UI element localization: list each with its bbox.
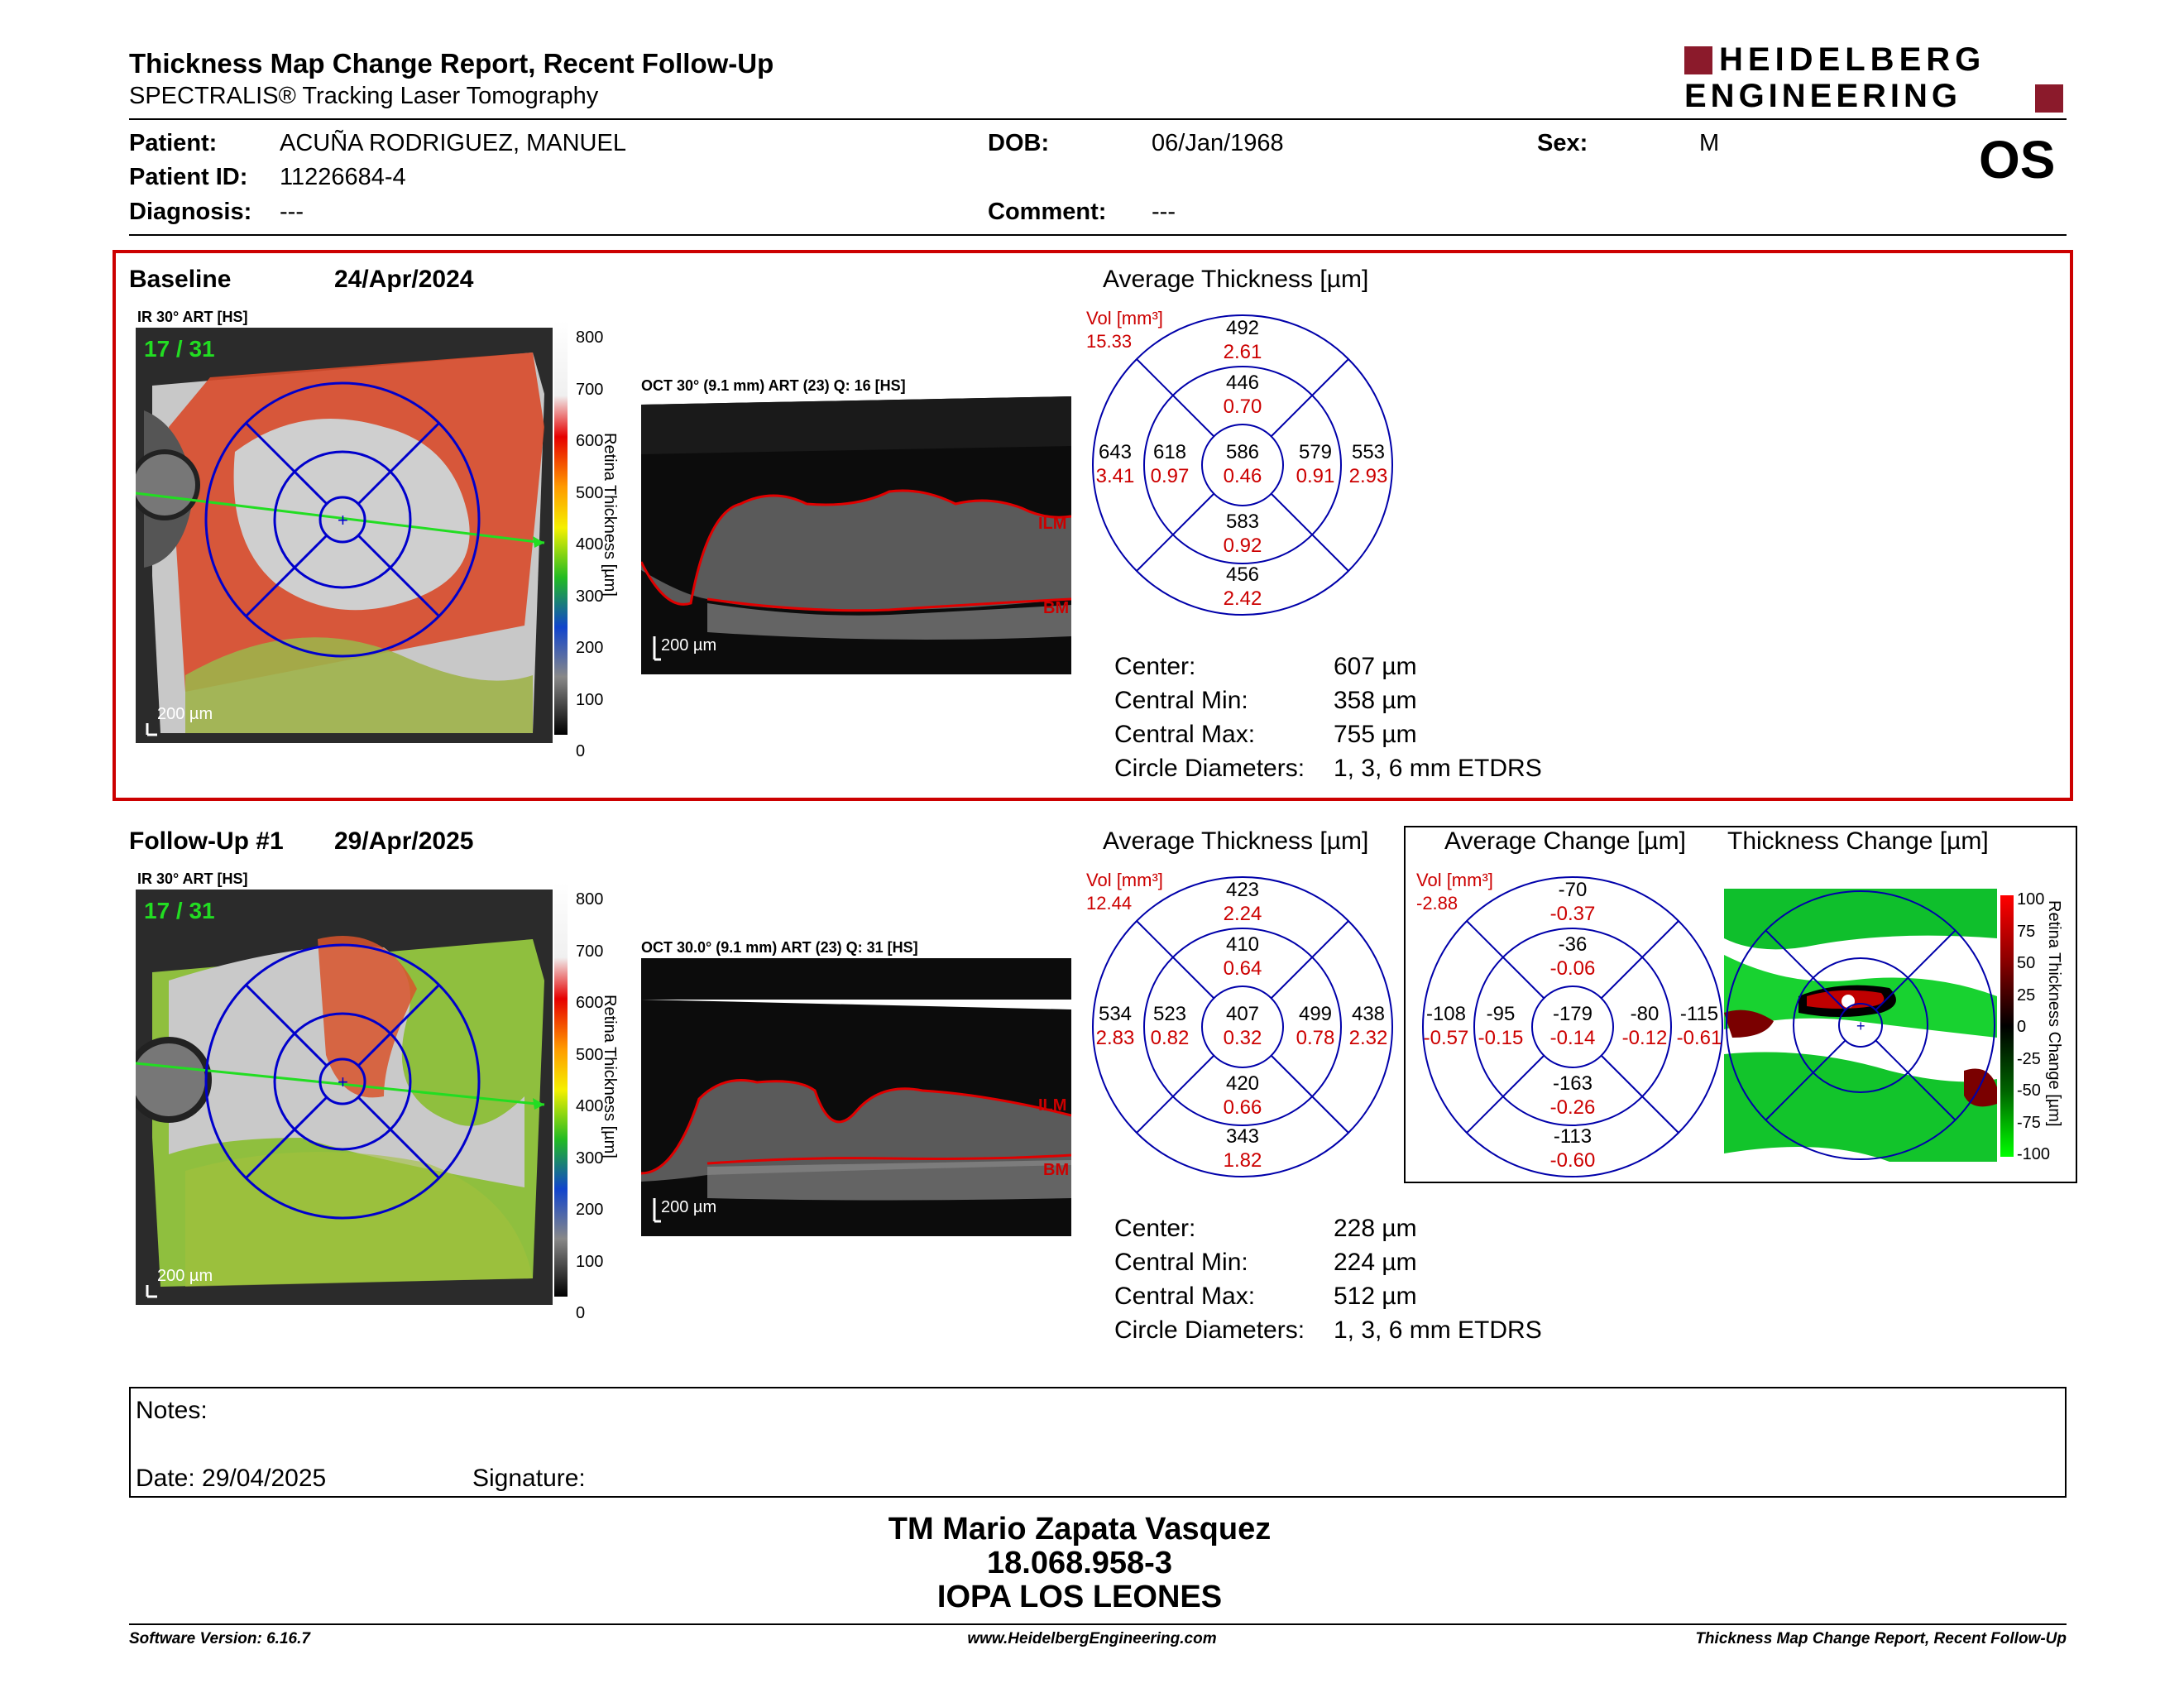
followup-oct-bscan bbox=[641, 958, 1071, 1236]
followup-etdrs-grid bbox=[1090, 875, 1395, 1179]
stat-label: Circle Diameters: bbox=[1114, 1316, 1305, 1344]
tick: 600 bbox=[576, 994, 604, 1012]
header-rule bbox=[129, 118, 2067, 120]
footer-url[interactable]: www.HeidelbergEngineering.com bbox=[967, 1630, 1217, 1647]
followup-stats bbox=[1114, 1211, 1305, 1347]
tick: 600 bbox=[576, 432, 604, 450]
tick: 100 bbox=[2017, 890, 2045, 909]
notes-label: Notes: bbox=[136, 1397, 208, 1424]
patient-rule bbox=[129, 234, 2067, 236]
stat-value: 1, 3, 6 mm ETDRS bbox=[1334, 755, 1542, 782]
outer-tmp-volume: 2.83 bbox=[1095, 1027, 1135, 1049]
tick: 100 bbox=[576, 690, 604, 709]
inner-inf-vol-change: -0.26 bbox=[1549, 1096, 1596, 1119]
baseline-date: 24/Apr/2024 bbox=[334, 266, 474, 293]
inner-tmp-volume: 0.82 bbox=[1150, 1027, 1190, 1049]
outer-tmp-change: -108 bbox=[1425, 1003, 1467, 1025]
followup-vol-total: 12.44 bbox=[1086, 893, 1133, 914]
svg-text:+: + bbox=[338, 510, 348, 530]
footer-report-name: Thickness Map Change Report, Recent Follow-Up bbox=[1695, 1630, 2067, 1647]
stat-label: Center: bbox=[1114, 1215, 1196, 1242]
inner-inf-volume: 0.92 bbox=[1223, 535, 1262, 557]
eye-label: OS bbox=[1979, 130, 2056, 189]
signer-name: TM Mario Zapata Vasquez bbox=[888, 1512, 1272, 1547]
baseline-avg-title: Average Thickness [µm] bbox=[1103, 266, 1369, 293]
followup-colorbar bbox=[553, 879, 627, 1322]
stat-label: Central Min: bbox=[1114, 1249, 1248, 1276]
outer-nas-volume: 2.32 bbox=[1348, 1027, 1388, 1049]
svg-text:ILM: ILM bbox=[1038, 1096, 1067, 1115]
outer-nas-thickness: 438 bbox=[1351, 1003, 1386, 1025]
baseline-label: Baseline bbox=[129, 266, 232, 293]
map-title: Thickness Change [µm] bbox=[1727, 827, 1989, 855]
change-vol-label: Vol [mm³] bbox=[1416, 870, 1493, 890]
svg-text:BM: BM bbox=[1043, 1161, 1070, 1179]
tick: 0 bbox=[576, 1304, 586, 1322]
notes-box bbox=[129, 1387, 2067, 1498]
logo-square-icon bbox=[2035, 84, 2063, 113]
outer-inf-vol-change: -0.60 bbox=[1549, 1149, 1596, 1172]
stat-value: 755 µm bbox=[1334, 721, 1417, 748]
colorbar-title: Retina Thickness [µm] bbox=[601, 995, 619, 1158]
change-colorbar bbox=[2000, 889, 2067, 1170]
change-colorbar-title: Retina Thickness Change [µm] bbox=[2045, 900, 2063, 1127]
inner-nas-vol-change: -0.12 bbox=[1621, 1027, 1668, 1049]
logo-line2: ENGINEERING bbox=[1684, 78, 1962, 114]
colorbar-gradient bbox=[554, 321, 568, 735]
baseline-ir-label: IR 30° ART [HS] bbox=[137, 309, 248, 325]
tick: -100 bbox=[2017, 1145, 2051, 1163]
outer-inf-change: -113 bbox=[1553, 1125, 1592, 1148]
inner-sup-thickness: 446 bbox=[1225, 372, 1260, 394]
baseline-stats bbox=[1114, 650, 1305, 785]
report-subtitle: SPECTRALIS® Tracking Laser Tomography bbox=[129, 83, 599, 109]
outer-nas-volume: 2.93 bbox=[1348, 465, 1388, 487]
tick: 75 bbox=[2017, 922, 2036, 941]
outer-tmp-thickness: 643 bbox=[1098, 441, 1133, 463]
baseline-oct-bscan bbox=[641, 396, 1071, 674]
logo-line1: HEIDELBERG bbox=[1719, 41, 1986, 78]
footer-rule bbox=[129, 1623, 2067, 1625]
stat-label: Center: bbox=[1114, 653, 1196, 680]
inner-nas-thickness: 579 bbox=[1298, 441, 1333, 463]
baseline-stats-values bbox=[1334, 650, 1542, 785]
inner-tmp-volume: 0.97 bbox=[1150, 465, 1190, 487]
sex-value: M bbox=[1699, 130, 1720, 156]
baseline-vol-total: 15.33 bbox=[1086, 331, 1133, 352]
inner-inf-thickness: 583 bbox=[1225, 511, 1260, 533]
followup-frame-counter: 17 / 31 bbox=[144, 898, 215, 923]
diagnosis-value: --- bbox=[280, 199, 304, 225]
followup-oct-label: OCT 30.0° (9.1 mm) ART (23) Q: 31 [HS] bbox=[641, 939, 918, 956]
followup-oct-scale: 200 µm bbox=[661, 1198, 717, 1216]
tick: 400 bbox=[576, 1097, 604, 1115]
stat-value: 512 µm bbox=[1334, 1283, 1417, 1310]
outer-inf-volume: 1.82 bbox=[1223, 1149, 1262, 1172]
followup-label: Follow-Up #1 bbox=[129, 827, 284, 855]
tick: 25 bbox=[2017, 985, 2036, 1005]
outer-sup-change: -70 bbox=[1558, 879, 1588, 901]
inner-tmp-vol-change: -0.15 bbox=[1478, 1027, 1524, 1049]
signer-org: IOPA LOS LEONES bbox=[936, 1580, 1223, 1614]
heidelberg-logo bbox=[1684, 41, 2067, 116]
stat-label: Central Min: bbox=[1114, 687, 1248, 714]
tick: 700 bbox=[576, 380, 604, 399]
colorbar-gradient bbox=[554, 883, 568, 1297]
outer-sup-vol-change: -0.37 bbox=[1549, 903, 1596, 925]
center-thickness: 407 bbox=[1225, 1003, 1260, 1025]
svg-text:+: + bbox=[338, 1072, 348, 1092]
inner-inf-change: -163 bbox=[1552, 1072, 1593, 1095]
tick: 200 bbox=[576, 1201, 604, 1219]
patient-name: ACUÑA RODRIGUEZ, MANUEL bbox=[280, 130, 626, 156]
colorbar-title: Retina Thickness [µm] bbox=[601, 433, 619, 597]
inner-tmp-thickness: 523 bbox=[1152, 1003, 1187, 1025]
notes-date: Date: 29/04/2025 bbox=[136, 1465, 327, 1492]
software-version: Software Version: 6.16.7 bbox=[129, 1630, 310, 1647]
tick: 300 bbox=[576, 587, 604, 606]
tick: 200 bbox=[576, 639, 604, 657]
followup-fundus-map bbox=[136, 890, 553, 1305]
baseline-etdrs-grid bbox=[1090, 313, 1395, 617]
comment-label: Comment: bbox=[988, 199, 1107, 225]
baseline-oct-label: OCT 30° (9.1 mm) ART (23) Q: 16 [HS] bbox=[641, 377, 906, 394]
baseline-oct-scale: 200 µm bbox=[661, 636, 717, 655]
tick: 500 bbox=[576, 1045, 604, 1064]
tick: -25 bbox=[2017, 1049, 2041, 1068]
stat-value: 224 µm bbox=[1334, 1249, 1417, 1276]
dob-value: 06/Jan/1968 bbox=[1152, 130, 1284, 156]
tick: 300 bbox=[576, 1149, 604, 1168]
diagnosis-label: Diagnosis: bbox=[129, 199, 252, 225]
dob-label: DOB: bbox=[988, 130, 1050, 156]
svg-text:BM: BM bbox=[1043, 599, 1070, 617]
followup-avg-title: Average Thickness [µm] bbox=[1103, 827, 1369, 855]
tick: 500 bbox=[576, 483, 604, 502]
signer-rut: 18.068.958-3 bbox=[987, 1546, 1172, 1580]
stat-value: 1, 3, 6 mm ETDRS bbox=[1334, 1316, 1542, 1344]
change-title: Average Change [µm] bbox=[1444, 827, 1686, 855]
stat-value: 358 µm bbox=[1334, 687, 1417, 714]
change-etdrs-grid bbox=[1420, 875, 1725, 1179]
tick: 400 bbox=[576, 535, 604, 554]
outer-nas-thickness: 553 bbox=[1351, 441, 1386, 463]
outer-sup-thickness: 492 bbox=[1225, 317, 1260, 339]
tick: -75 bbox=[2017, 1113, 2041, 1132]
inner-sup-volume: 0.70 bbox=[1223, 396, 1262, 418]
inner-sup-vol-change: -0.06 bbox=[1549, 957, 1596, 980]
outer-tmp-volume: 3.41 bbox=[1095, 465, 1135, 487]
inner-sup-thickness: 410 bbox=[1225, 933, 1260, 956]
baseline-ir-scale: 200 µm bbox=[157, 705, 213, 723]
tick: -50 bbox=[2017, 1081, 2041, 1100]
outer-inf-volume: 2.42 bbox=[1223, 587, 1262, 610]
baseline-fundus-map bbox=[136, 328, 553, 743]
inner-sup-volume: 0.64 bbox=[1223, 957, 1262, 980]
inner-nas-change: -80 bbox=[1630, 1003, 1660, 1025]
report-title: Thickness Map Change Report, Recent Follow-Up bbox=[129, 48, 774, 79]
thickness-change-map bbox=[1724, 889, 1997, 1162]
tick: 700 bbox=[576, 942, 604, 961]
inner-inf-thickness: 420 bbox=[1225, 1072, 1260, 1095]
outer-sup-volume: 2.61 bbox=[1223, 341, 1262, 363]
patient-id: 11226684-4 bbox=[280, 164, 406, 190]
stat-label: Central Max: bbox=[1114, 1283, 1256, 1310]
outer-tmp-thickness: 534 bbox=[1098, 1003, 1133, 1025]
inner-nas-volume: 0.91 bbox=[1296, 465, 1335, 487]
sex-label: Sex: bbox=[1537, 130, 1588, 156]
patient-id-label: Patient ID: bbox=[129, 164, 248, 190]
change-vol-total: -2.88 bbox=[1416, 893, 1458, 914]
center-volume: 0.46 bbox=[1223, 465, 1262, 487]
inner-inf-volume: 0.66 bbox=[1223, 1096, 1262, 1119]
center-vol-change: -0.14 bbox=[1549, 1027, 1596, 1049]
outer-nas-change: -115 bbox=[1679, 1003, 1719, 1025]
tick: 0 bbox=[576, 742, 586, 760]
outer-nas-vol-change: -0.61 bbox=[1676, 1027, 1722, 1049]
svg-text:ILM: ILM bbox=[1038, 515, 1067, 533]
comment-value: --- bbox=[1152, 199, 1176, 225]
stat-label: Central Max: bbox=[1114, 721, 1256, 748]
followup-stats-values bbox=[1334, 1211, 1542, 1347]
outer-inf-thickness: 456 bbox=[1225, 563, 1260, 586]
outer-tmp-vol-change: -0.57 bbox=[1423, 1027, 1469, 1049]
outer-sup-volume: 2.24 bbox=[1223, 903, 1262, 925]
stat-label: Circle Diameters: bbox=[1114, 755, 1305, 782]
tick: 0 bbox=[2017, 1018, 2027, 1036]
stat-value: 607 µm bbox=[1334, 653, 1417, 680]
outer-sup-thickness: 423 bbox=[1225, 879, 1260, 901]
tick: 800 bbox=[576, 328, 604, 347]
tick: 800 bbox=[576, 890, 604, 909]
stat-value: 228 µm bbox=[1334, 1215, 1417, 1242]
followup-ir-label: IR 30° ART [HS] bbox=[137, 870, 248, 887]
followup-date: 29/Apr/2025 bbox=[334, 827, 474, 855]
baseline-colorbar bbox=[553, 317, 627, 760]
inner-sup-change: -36 bbox=[1558, 933, 1588, 956]
baseline-vol-label: Vol [mm³] bbox=[1086, 308, 1163, 328]
tick: 50 bbox=[2017, 954, 2036, 972]
change-colorbar-gradient bbox=[2000, 895, 2014, 1157]
svg-text:+: + bbox=[1856, 1018, 1866, 1034]
baseline-frame-counter: 17 / 31 bbox=[144, 336, 215, 362]
tick: 100 bbox=[576, 1252, 604, 1271]
center-change: -179 bbox=[1552, 1003, 1593, 1025]
followup-vol-label: Vol [mm³] bbox=[1086, 870, 1163, 890]
followup-ir-scale: 200 µm bbox=[157, 1267, 213, 1285]
inner-tmp-thickness: 618 bbox=[1152, 441, 1187, 463]
outer-inf-thickness: 343 bbox=[1225, 1125, 1260, 1148]
inner-nas-thickness: 499 bbox=[1298, 1003, 1333, 1025]
patient-label: Patient: bbox=[129, 130, 218, 156]
center-volume: 0.32 bbox=[1223, 1027, 1262, 1049]
inner-tmp-change: -95 bbox=[1486, 1003, 1516, 1025]
signature-block bbox=[0, 1513, 2184, 1614]
signature-label: Signature: bbox=[472, 1465, 586, 1492]
center-thickness: 586 bbox=[1225, 441, 1260, 463]
logo-square-icon bbox=[1684, 46, 1712, 74]
inner-nas-volume: 0.78 bbox=[1296, 1027, 1335, 1049]
